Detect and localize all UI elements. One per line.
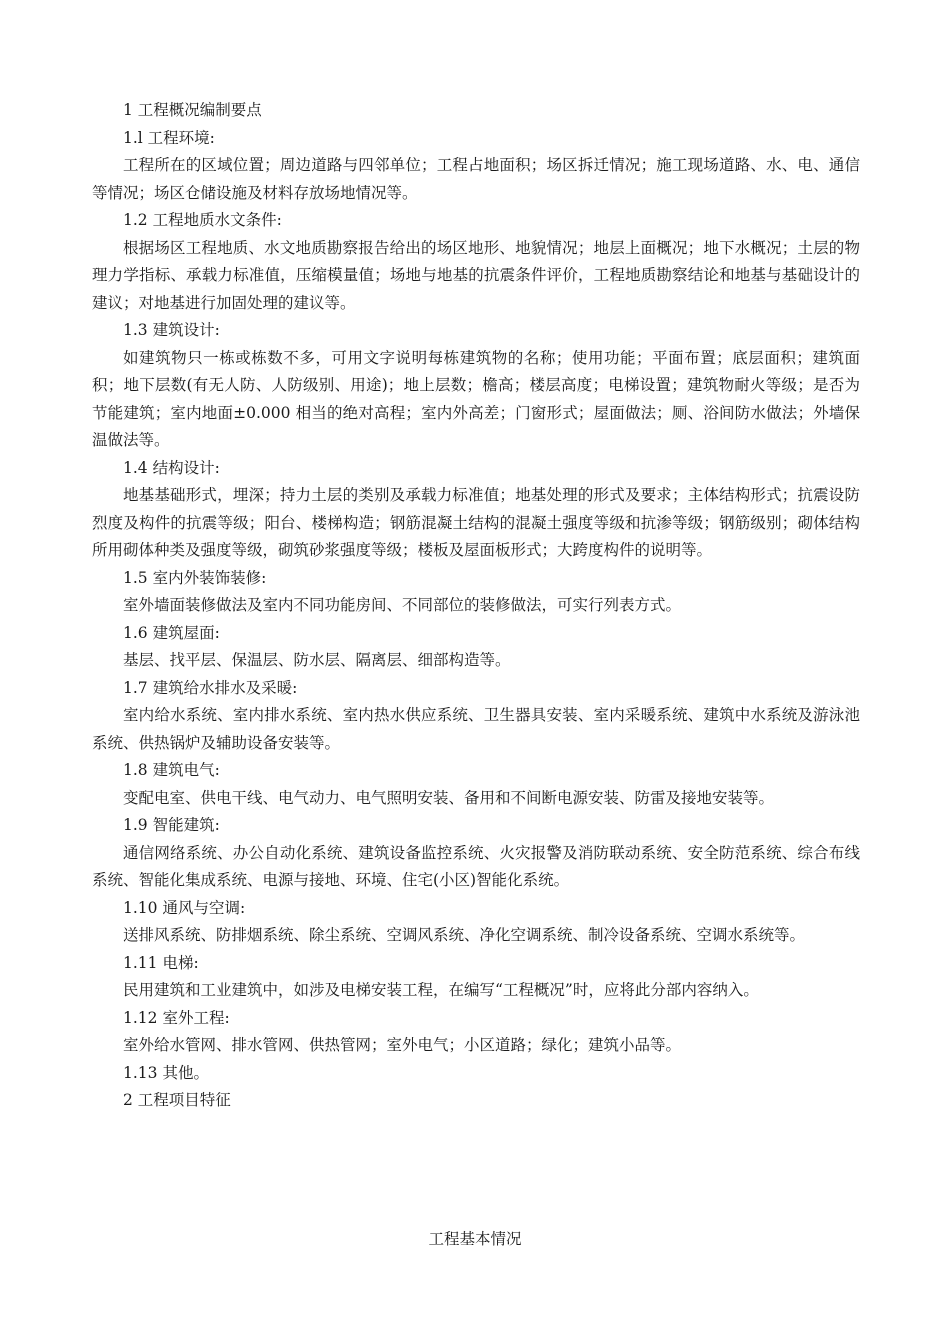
subsection-heading-1-7: 1.7 建筑给水排水及采暖: bbox=[123, 678, 298, 697]
subsection-heading-1-1: 1.l 工程环境: bbox=[123, 128, 215, 147]
subsection-body-1-10: 送排风系统、防排烟系统、除尘系统、空调风系统、净化空调系统、制冷设备系统、空调水系统等。 bbox=[123, 926, 806, 944]
subsection-body-1-6: 基层、找平层、保温层、防水层、隔离层、细部构造等。 bbox=[123, 651, 511, 669]
subsection-body-1-5: 室外墙面装修做法及室内不同功能房间、不同部位的装修做法，可实行列表方式。 bbox=[123, 596, 682, 614]
section-heading-2: 2 工程项目特征 bbox=[123, 1091, 231, 1109]
subsection-heading-1-11: 1.11 电梯: bbox=[123, 953, 199, 972]
subsection-body-1-7: 室内给水系统、室内排水系统、室内热水供应系统、卫生器具安装、室内采暖系统、建筑中水系统及游泳池系统、供热锅炉及辅助设备安装等。 bbox=[92, 706, 860, 752]
subsection-body-1-8: 变配电室、供电干线、电气动力、电气照明安装、备用和不间断电源安装、防雷及接地安装等。 bbox=[123, 788, 775, 807]
section-heading-1: 1 工程概况编制要点 bbox=[123, 101, 262, 119]
subsection-body-1-2: 根据场区工程地质、水文地质勘察报告给出的场区地形、地貌情况；地层上面概况；地下水概况；土层的物理力学指标、承载力标准值，压缩模量值；场地与地基的抗震条件评价，工程地质勘察结论和地基与基础设计的建议；对地基进行加固处理的建议等。 bbox=[92, 238, 860, 312]
subsection-heading-1-13: 1.13 其他。 bbox=[123, 1063, 209, 1082]
subsection-body-1-12: 室外给水管网、排水管网、供热管网；室外电气；小区道路；绿化；建筑小品等。 bbox=[123, 1036, 682, 1054]
subsection-heading-1-5: 1.5 室内外装饰装修: bbox=[123, 568, 267, 587]
subsection-heading-1-12: 1.12 室外工程: bbox=[123, 1008, 230, 1027]
subsection-body-1-11: 民用建筑和工业建筑中，如涉及电梯安装工程，在编写“工程概况”时，应将此分部内容纳入。 bbox=[123, 981, 759, 999]
subsection-body-1-9: 通信网络系统、办公自动化系统、建筑设备监控系统、火灾报警及消防联动系统、安全防范系统、综合布线系统、智能化集成系统、电源与接地、环境、住宅(小区)智能化系统。 bbox=[92, 843, 860, 889]
document-body bbox=[92, 97, 860, 1115]
subsection-body-1-4: 地基基础形式，埋深；持力土层的类别及承载力标准值；地基处理的形式及要求；主体结构形式；抗震设防烈度及构件的抗震等级；阳台、楼梯构造；钢筋混凝土结构的混凝土强度等级和抗渗等级；钢筋级别；砌体结构所用砌体种类及强度等级，砌筑砂浆强度等级；楼板及屋面板形式；大跨度构件的说明等。 bbox=[92, 486, 860, 559]
subsection-heading-1-4: 1.4 结构设计: bbox=[123, 458, 220, 477]
subsection-heading-1-2: 1.2 工程地质水文条件: bbox=[123, 211, 282, 229]
footer-title: 工程基本情况 bbox=[428, 1230, 522, 1248]
subsection-heading-1-3: 1.3 建筑设计: bbox=[123, 321, 220, 339]
subsection-body-1-1: 工程所在的区域位置；周边道路与四邻单位；工程占地面积；场区拆迁情况；施工现场道路、水、电、通信等情况；场区仓储设施及材料存放场地情况等。 bbox=[92, 156, 860, 202]
subsection-heading-1-9: 1.9 智能建筑: bbox=[123, 816, 220, 834]
subsection-body-1-3: 如建筑物只一栋或栋数不多，可用文字说明每栋建筑物的名称；使用功能；平面布置；底层面积；建筑面积；地下层数(有无人防、人防级别、用途)；地上层数；檐高；楼层高度；电梯设置；建筑物耐火等级；是否为节能建筑；室内地面±0.000 相当的绝对高程；室内外高差；门窗形式；屋面做法；厕、浴间防水做法；外墙保温做法等。 bbox=[92, 348, 860, 449]
subsection-heading-1-8: 1.8 建筑电气: bbox=[123, 761, 220, 779]
subsection-heading-1-6: 1.6 建筑屋面: bbox=[123, 623, 220, 642]
subsection-heading-1-10: 1.10 通风与空调: bbox=[123, 898, 246, 917]
